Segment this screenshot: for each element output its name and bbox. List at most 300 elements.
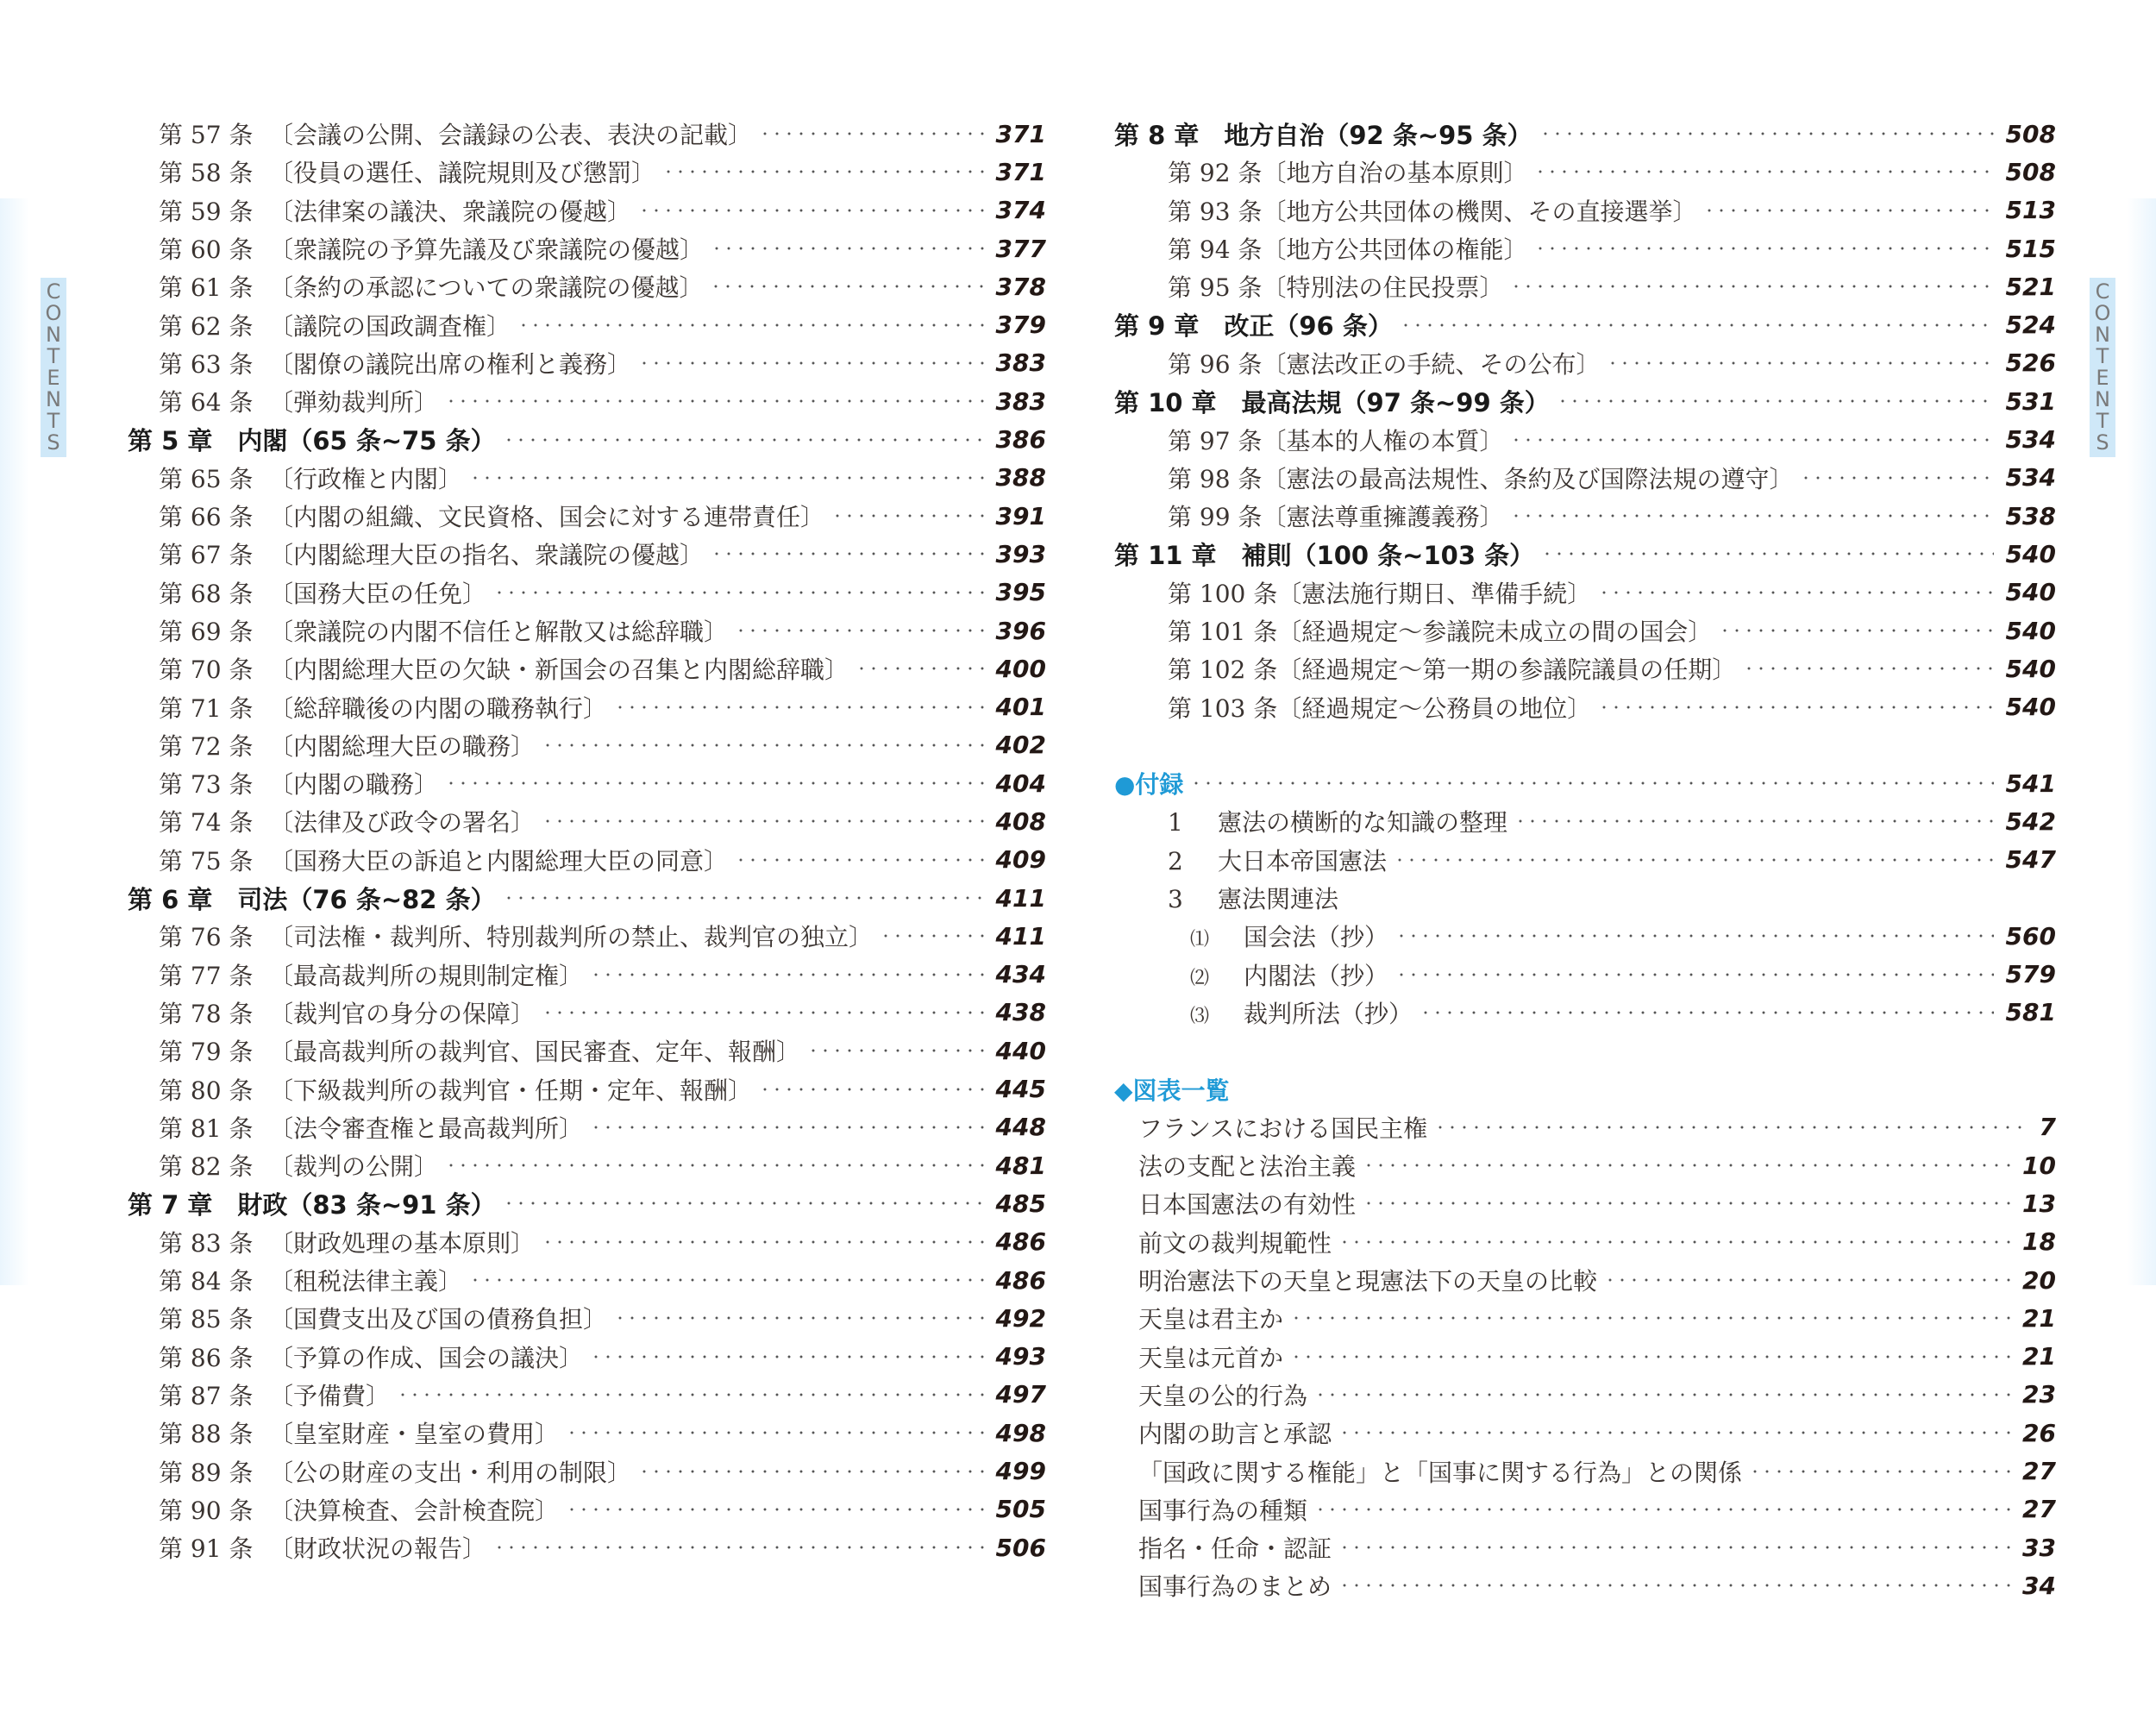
entry-text: [1168, 881, 1338, 915]
page-number: 18: [2022, 1227, 2056, 1257]
toc-article-entry[interactable]: [128, 802, 1046, 840]
page-number: 534: [2005, 425, 2056, 455]
leader-dots: [614, 706, 984, 709]
page-number: 21: [2022, 1303, 2056, 1333]
leader-dots: [503, 438, 984, 442]
toc-chapter-entry[interactable]: [1114, 382, 2056, 420]
leader-dots: [1541, 552, 1993, 555]
contents-tab-letter: O: [45, 301, 62, 325]
page-number: 581: [2005, 998, 2056, 1027]
entry-text: [159, 499, 824, 533]
leader-dots: [1434, 1126, 2027, 1129]
leader-dots: [1607, 361, 1993, 365]
leader-dots: [445, 781, 984, 785]
leader-dots: [1314, 1393, 2010, 1396]
toc-figure-entry[interactable]: [1114, 1184, 2056, 1222]
page-number: 499: [995, 1457, 1046, 1486]
entry-title: 天皇は元首か: [1138, 1343, 1284, 1372]
entry-text: [128, 1186, 496, 1221]
toc-article-entry[interactable]: [128, 574, 1046, 612]
leader-dots: [1598, 706, 1993, 709]
toc-article-entry[interactable]: [1114, 420, 2056, 458]
leader-dots: [807, 1049, 984, 1052]
page-number: 7: [2039, 1113, 2056, 1142]
page-number: 540: [2005, 654, 2056, 683]
entry-text: [159, 308, 511, 342]
toc-figure-entry[interactable]: [1114, 1490, 2056, 1528]
toc-article-entry[interactable]: [128, 994, 1046, 1032]
leader-dots: [759, 1088, 984, 1091]
toc-appendix-entry[interactable]: [1114, 841, 2056, 879]
toc-article-entry[interactable]: [1114, 612, 2056, 649]
leader-dots: [590, 1126, 984, 1129]
page-number: 401: [995, 693, 1046, 722]
entry-title: 〔内閣の組織、文民資格、国会に対する連帯責任〕: [269, 503, 825, 532]
toc-article-entry[interactable]: [1114, 191, 2056, 229]
entry-text: [1168, 651, 1736, 686]
page-number: 540: [2005, 539, 2056, 568]
article-number: 第 79 条: [159, 1038, 254, 1067]
page-number: 508: [2005, 119, 2056, 148]
page-number: 10: [2022, 1151, 2056, 1180]
toc-article-entry[interactable]: [128, 1261, 1046, 1299]
entry-title: 〔経過規定～公務員の地位〕: [1277, 693, 1592, 723]
entry-title: 〔会議の公開、会議録の公表、表決の記載〕: [269, 121, 753, 150]
toc-right-column: [1114, 115, 2056, 1605]
article-number: 第 91 条: [159, 1534, 254, 1564]
leader-dots: [1338, 1431, 2010, 1434]
toc-subentry[interactable]: [1114, 917, 2056, 955]
toc-appendix-entry[interactable]: [1114, 802, 2056, 840]
entry-text: [159, 575, 486, 610]
article-number: 第 87 条: [159, 1381, 254, 1410]
entry-title: 〔憲法の最高法規性、条約及び国際法規の遵守〕: [1262, 464, 1794, 493]
entry-title: 〔基本的人権の本質〕: [1262, 426, 1504, 455]
page-number: 402: [995, 731, 1046, 760]
section-heading: ◆図表一覧: [1114, 1076, 1230, 1105]
entry-title: 国事行為の種類: [1138, 1496, 1308, 1525]
entry-title: 第 6 章 司法（76 条~82 条）: [128, 884, 496, 914]
entry-text: [159, 1340, 583, 1374]
entry-text: [1168, 575, 1591, 610]
leader-dots: [1800, 476, 1993, 480]
toc-article-entry[interactable]: [1114, 153, 2056, 191]
toc-article-entry[interactable]: [1114, 459, 2056, 497]
toc-article-entry[interactable]: [128, 1376, 1046, 1414]
toc-article-entry[interactable]: [128, 267, 1046, 305]
page-number: 411: [995, 883, 1046, 913]
toc-article-entry[interactable]: [128, 917, 1046, 955]
leader-dots: [493, 591, 984, 594]
article-number: 第 64 条: [159, 388, 254, 417]
leader-dots: [1514, 819, 1994, 823]
entry-text: [1168, 804, 1507, 838]
entry-text: [159, 843, 728, 877]
contents-tab-letter: C: [46, 279, 61, 304]
toc-article-entry[interactable]: [128, 115, 1046, 153]
page-number: 440: [995, 1036, 1046, 1065]
page-number: 383: [995, 386, 1046, 416]
article-number: 第 75 条: [159, 846, 254, 875]
entry-title: 内閣の助言と承認: [1138, 1420, 1332, 1449]
page-number: 541: [2005, 769, 2056, 798]
entry-title: 〔公の財産の支出・利用の制限〕: [269, 1458, 632, 1487]
toc-article-entry[interactable]: [128, 153, 1046, 191]
toc-figure-entry[interactable]: [1114, 1414, 2056, 1452]
article-number: 第 94 条: [1168, 235, 1263, 265]
entry-number: ⑵: [1190, 967, 1210, 989]
leader-dots: [469, 476, 984, 480]
entry-text: [1114, 766, 1183, 800]
entry-text: [1190, 995, 1413, 1030]
article-number: 第 77 条: [159, 961, 254, 990]
entry-text: [159, 1454, 631, 1489]
page-number: 388: [995, 463, 1046, 493]
entry-text: [1168, 613, 1712, 648]
article-number: 第 67 条: [159, 541, 254, 570]
leader-dots: [662, 170, 984, 173]
leader-dots: [542, 744, 984, 747]
entry-text: [159, 269, 703, 304]
toc-figure-entry[interactable]: [1114, 1299, 2056, 1337]
entry-text: [159, 231, 704, 266]
entry-title: 〔国務大臣の訴追と内閣総理大臣の同意〕: [269, 846, 729, 875]
toc-article-entry[interactable]: [1114, 344, 2056, 382]
entry-text: [159, 1072, 752, 1107]
page-number: 542: [2005, 806, 2056, 836]
article-number: 第 97 条: [1168, 426, 1263, 455]
entry-title: 日本国憲法の有効性: [1138, 1190, 1357, 1220]
toc-figure-entry[interactable]: [1114, 1108, 2056, 1146]
article-number: 第 92 条: [1168, 159, 1263, 188]
article-number: 第 72 条: [159, 731, 254, 761]
page-number: 481: [995, 1151, 1046, 1180]
toc-article-entry[interactable]: [128, 1146, 1046, 1184]
entry-title: 〔決算検査、会計検査院〕: [269, 1496, 560, 1525]
toc-article-entry[interactable]: [128, 1032, 1046, 1070]
page-number: 560: [2005, 921, 2056, 951]
toc-figure-entry[interactable]: [1114, 1376, 2056, 1414]
toc-chapter-entry[interactable]: [128, 879, 1046, 917]
entry-title: 〔総辞職後の内閣の職務執行〕: [269, 693, 608, 723]
page-number: 395: [995, 578, 1046, 607]
toc-article-entry[interactable]: [128, 1490, 1046, 1528]
page-number: 540: [2005, 578, 2056, 607]
toc-article-entry[interactable]: [128, 687, 1046, 725]
page-number: 21: [2022, 1342, 2056, 1371]
leader-dots: [1290, 1316, 2010, 1320]
toc-article-entry[interactable]: [128, 1414, 1046, 1452]
page-number: 404: [995, 769, 1046, 798]
toc-article-entry[interactable]: [128, 1070, 1046, 1107]
entry-title: 〔憲法改正の手続、その公布〕: [1262, 349, 1601, 379]
page-number: 492: [995, 1303, 1046, 1333]
entry-text: [128, 422, 496, 457]
toc-article-entry[interactable]: [128, 1452, 1046, 1490]
leader-dots: [1363, 1202, 2010, 1205]
page-number: 371: [995, 119, 1046, 148]
entry-text: [1138, 1263, 1597, 1297]
entry-title: 内閣法（抄）: [1244, 961, 1389, 990]
toc-article-entry[interactable]: [128, 229, 1046, 267]
toc-article-entry[interactable]: [128, 764, 1046, 802]
toc-article-entry[interactable]: [128, 1338, 1046, 1376]
entry-text: [1168, 690, 1591, 725]
entry-text: [159, 1492, 559, 1527]
page-number: 393: [995, 539, 1046, 568]
article-number: 第 101 条: [1168, 618, 1278, 646]
toc-article-entry[interactable]: [128, 1223, 1046, 1261]
entry-title: 〔行政権と内閣〕: [269, 464, 463, 493]
toc-figure-entry[interactable]: [1114, 1452, 2056, 1490]
contents-tab-letter: T: [47, 409, 60, 433]
leader-dots: [1395, 973, 1994, 976]
entry-title: 第 9 章 改正（96 条）: [1114, 311, 1393, 342]
article-number: 第 99 条: [1168, 503, 1263, 532]
entry-text: [159, 1033, 800, 1068]
toc-article-entry[interactable]: [1114, 497, 2056, 535]
toc-article-entry[interactable]: [128, 956, 1046, 994]
entry-text: [159, 1415, 559, 1450]
entry-title: 〔衆議院の予算先議及び衆議院の優越〕: [269, 235, 705, 265]
page-number: 526: [2005, 348, 2056, 378]
entry-title: 〔衆議院の内閣不信任と解散又は総辞職〕: [269, 618, 729, 646]
entry-number: ⑶: [1190, 1005, 1210, 1027]
toc-chapter-entry[interactable]: [128, 420, 1046, 458]
toc-article-entry[interactable]: [128, 382, 1046, 420]
toc-article-entry[interactable]: [1114, 267, 2056, 305]
page-number: 524: [2005, 311, 2056, 340]
entry-text: [1138, 1492, 1307, 1527]
toc-figure-entry[interactable]: [1114, 1338, 2056, 1376]
page-number: 505: [995, 1495, 1046, 1524]
toc-figure-entry[interactable]: [1114, 1566, 2056, 1604]
toc-article-entry[interactable]: [128, 649, 1046, 687]
toc-left-column: [128, 115, 1046, 1566]
entry-title: 第 5 章 内閣（65 条~75 条）: [128, 426, 496, 456]
toc-figure-entry[interactable]: [1114, 1261, 2056, 1299]
entry-number: ⑴: [1190, 929, 1210, 951]
entry-number: 2: [1168, 846, 1183, 875]
page-number: 379: [995, 311, 1046, 340]
page-number: 396: [995, 616, 1046, 645]
leader-dots: [590, 1355, 984, 1358]
toc-article-entry[interactable]: [128, 726, 1046, 764]
entry-title: 天皇は君主か: [1138, 1305, 1284, 1334]
page-number: 531: [2005, 386, 2056, 416]
entry-text: [159, 1110, 583, 1145]
toc-section-entry[interactable]: [1114, 764, 2056, 802]
leader-dots: [493, 1546, 984, 1549]
article-number: 第 59 条: [159, 197, 254, 226]
entry-text: [159, 536, 704, 571]
leader-dots: [1510, 438, 1993, 442]
leader-dots: [503, 1202, 984, 1205]
contents-tab-letter: T: [47, 344, 60, 368]
entry-text: [159, 1530, 486, 1565]
page-number: 383: [995, 348, 1046, 378]
leader-dots: [566, 1431, 984, 1434]
article-number: 第 95 条: [1168, 273, 1263, 303]
page-number: 411: [995, 921, 1046, 951]
leader-dots: [1338, 1240, 2010, 1244]
leader-dots: [759, 132, 984, 135]
entry-text: [1168, 231, 1527, 266]
toc-article-entry[interactable]: [128, 305, 1046, 343]
entry-title: 〔内閣総理大臣の指名、衆議院の優越〕: [269, 541, 705, 570]
leader-dots: [1290, 1355, 2010, 1358]
toc-article-entry[interactable]: [128, 535, 1046, 573]
article-number: 第 70 条: [159, 656, 254, 685]
entry-title: 〔地方自治の基本原則〕: [1262, 159, 1528, 188]
left-edge-shade: [0, 198, 29, 1285]
leader-dots: [1394, 858, 1994, 862]
article-number: 第 88 条: [159, 1420, 254, 1449]
entry-title: 前文の裁判規範性: [1138, 1228, 1332, 1258]
leader-dots: [1604, 1278, 2010, 1282]
leader-dots: [856, 667, 984, 670]
article-number: 第 61 条: [159, 273, 254, 303]
entry-text: [159, 384, 438, 418]
toc-figure-entry[interactable]: [1114, 1223, 2056, 1261]
toc-article-entry[interactable]: [1114, 687, 2056, 725]
leader-dots: [1338, 1584, 2010, 1587]
leader-dots: [1534, 170, 1993, 173]
toc-article-entry[interactable]: [1114, 649, 2056, 687]
page-number: 579: [2005, 960, 2056, 989]
entry-text: [159, 193, 631, 228]
entry-title: 〔地方公共団体の機関、その直接選挙〕: [1262, 197, 1697, 226]
article-number: 第 82 条: [159, 1152, 254, 1182]
leader-dots: [711, 552, 984, 555]
page-number: 391: [995, 501, 1046, 530]
entry-title: 〔閣僚の議院出席の権利と義務〕: [269, 349, 632, 379]
entry-title: 〔経過規定～第一期の参議院議員の任期〕: [1277, 656, 1737, 685]
toc-article-entry[interactable]: [128, 1299, 1046, 1337]
entry-title: 〔財政処理の基本原則〕: [269, 1228, 536, 1258]
toc-article-entry[interactable]: [1114, 574, 2056, 612]
article-number: 第 68 条: [159, 579, 254, 608]
entry-title: 国事行為のまとめ: [1138, 1572, 1332, 1602]
entry-title: 〔財政状況の報告〕: [269, 1534, 487, 1564]
entry-text: [1138, 1568, 1332, 1603]
page-number: 515: [2005, 234, 2056, 263]
page-number: 486: [995, 1227, 1046, 1257]
page-number: 378: [995, 272, 1046, 301]
page-number: 497: [995, 1380, 1046, 1409]
page-number: 493: [995, 1342, 1046, 1371]
leader-dots: [542, 1011, 984, 1014]
contents-side-tab-right: [2090, 278, 2115, 457]
page-number: 27: [2022, 1495, 2056, 1524]
entry-title: 〔法律案の議決、衆議院の優越〕: [269, 197, 632, 226]
article-number: 第 74 条: [159, 808, 254, 838]
leader-dots: [1400, 323, 1994, 327]
leader-dots: [1510, 514, 1993, 518]
page-number: 540: [2005, 616, 2056, 645]
leader-dots: [1743, 667, 1993, 670]
leader-dots: [1703, 209, 1993, 212]
article-number: 第 83 条: [159, 1228, 254, 1258]
entry-title: 〔地方公共団体の権能〕: [1262, 235, 1528, 265]
toc-chapter-entry[interactable]: [1114, 535, 2056, 573]
contents-tab-letter: N: [46, 387, 61, 411]
entry-title: 第 7 章 財政（83 条~91 条）: [128, 1189, 496, 1220]
page-number: 13: [2022, 1189, 2056, 1218]
toc-article-entry[interactable]: [128, 1528, 1046, 1566]
toc-article-entry[interactable]: [128, 459, 1046, 497]
contents-tab-letter: O: [2094, 301, 2111, 325]
toc-article-entry[interactable]: [128, 497, 1046, 535]
entry-title: 法の支配と法治主義: [1138, 1152, 1357, 1182]
entry-title: 〔裁判の公開〕: [269, 1152, 439, 1182]
entry-title: 第 10 章 最高法規（97 条~99 条）: [1114, 387, 1550, 417]
toc-subentry[interactable]: [1114, 994, 2056, 1032]
article-number: 第 60 条: [159, 235, 254, 265]
toc-subentry[interactable]: [1114, 956, 2056, 994]
toc-article-entry[interactable]: [128, 344, 1046, 382]
article-number: 第 102 条: [1168, 656, 1278, 685]
leader-dots: [1314, 1508, 2010, 1511]
entry-title: 〔予備費〕: [269, 1381, 391, 1410]
entry-text: [1168, 269, 1503, 304]
toc-chapter-entry[interactable]: [1114, 115, 2056, 153]
contents-tab-letter: E: [47, 366, 60, 390]
entry-text: [1168, 423, 1503, 457]
entry-title: 明治憲法下の天皇と現憲法下の天皇の比較: [1138, 1267, 1598, 1296]
entry-text: [1168, 346, 1600, 380]
entry-text: [159, 690, 607, 725]
leader-dots: [1539, 132, 1994, 135]
page-number: 508: [2005, 157, 2056, 186]
article-number: 第 65 条: [159, 464, 254, 493]
entry-title: フランスにおける国民主権: [1138, 1114, 1428, 1143]
entry-title: ●付録: [1114, 770, 1184, 800]
entry-title: 〔内閣の職務〕: [269, 770, 439, 800]
contents-tab-letter: E: [2096, 366, 2109, 390]
toc-article-entry[interactable]: [128, 841, 1046, 879]
entry-text: [159, 728, 535, 762]
page-number: 386: [995, 425, 1046, 455]
entry-title: 裁判所法（抄）: [1244, 999, 1413, 1028]
contents-tab-letter: T: [2096, 344, 2109, 368]
leader-dots: [590, 973, 984, 976]
entry-text: [1138, 1148, 1356, 1183]
article-number: 第 93 条: [1168, 197, 1263, 226]
page-number: 538: [2005, 501, 2056, 530]
entry-text: [1114, 384, 1550, 419]
toc-chapter-entry[interactable]: [1114, 305, 2056, 343]
entry-title: 〔国費支出及び国の債務負担〕: [269, 1305, 608, 1334]
leader-dots: [445, 399, 984, 403]
toc-article-entry[interactable]: [128, 191, 1046, 229]
toc-appendix-entry[interactable]: [1114, 879, 2056, 917]
page-number: 20: [2022, 1265, 2056, 1295]
entry-title: 天皇の公的行為: [1138, 1381, 1308, 1410]
toc-article-entry[interactable]: [1114, 229, 2056, 267]
toc-figure-entry[interactable]: [1114, 1528, 2056, 1566]
toc-figure-entry[interactable]: [1114, 1146, 2056, 1184]
toc-article-entry[interactable]: [128, 612, 1046, 649]
entry-text: [1138, 1415, 1332, 1450]
page-number: 33: [2022, 1533, 2056, 1562]
toc-chapter-entry[interactable]: [128, 1184, 1046, 1222]
article-number: 第 66 条: [159, 503, 254, 532]
leader-dots: [1338, 1546, 2010, 1549]
entry-text: [1138, 1186, 1356, 1220]
toc-article-entry[interactable]: [128, 1108, 1046, 1146]
page-number: 540: [2005, 693, 2056, 722]
